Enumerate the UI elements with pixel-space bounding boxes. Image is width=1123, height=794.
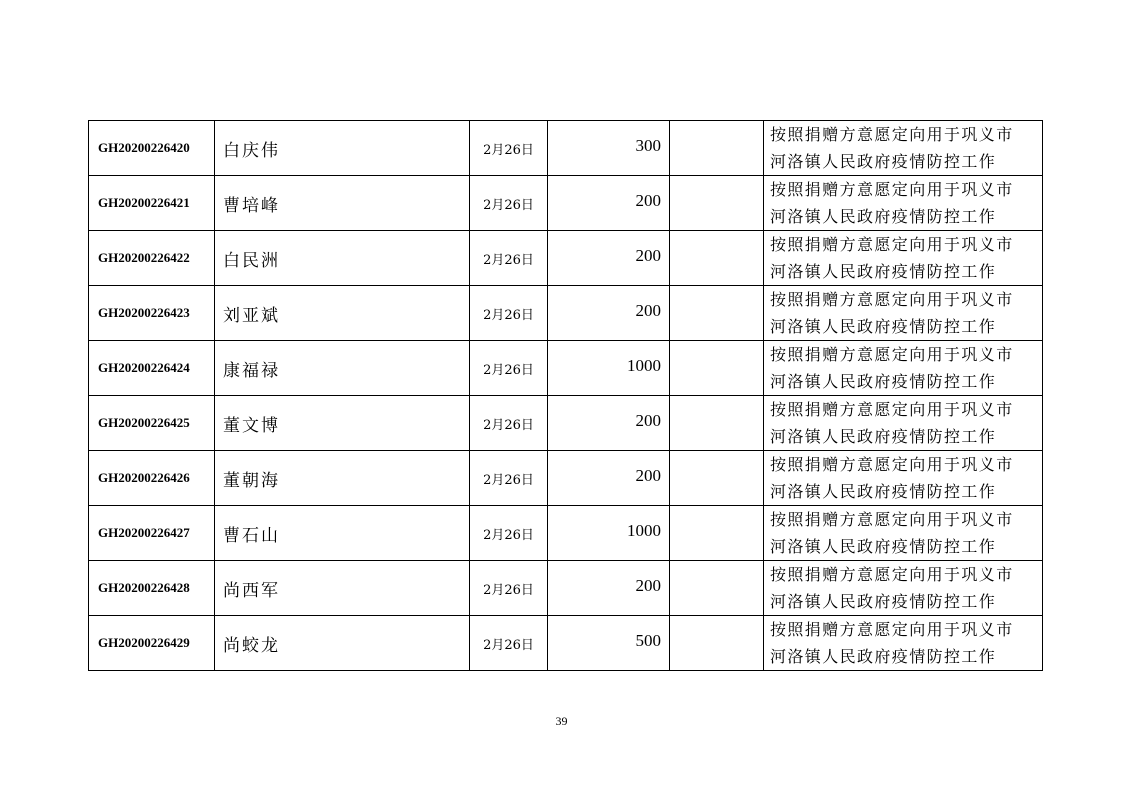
empty-cell [670, 561, 764, 616]
donor-name-cell: 曹石山 [215, 506, 470, 561]
donation-date-cell: 2月26日 [470, 561, 548, 616]
table-row [89, 451, 1043, 506]
donation-code-cell: GH20200226428 [89, 561, 215, 616]
table-row [89, 616, 1043, 671]
purpose-line-2: 河洛镇人民政府疫情防控工作 [770, 317, 997, 336]
donation-date-cell: 2月26日 [470, 121, 548, 176]
table-row [89, 396, 1043, 451]
empty-cell [670, 451, 764, 506]
donation-amount-cell: 500 [548, 616, 670, 671]
purpose-line-2: 河洛镇人民政府疫情防控工作 [770, 152, 997, 171]
donation-amount-cell: 1000 [548, 341, 670, 396]
donation-date-cell: 2月26日 [470, 451, 548, 506]
donation-amount-cell: 300 [548, 121, 670, 176]
empty-cell [670, 396, 764, 451]
donor-name-cell: 尚蛟龙 [215, 616, 470, 671]
donation-code-cell: GH20200226420 [89, 121, 215, 176]
empty-cell [670, 231, 764, 286]
donation-code-cell: GH20200226426 [89, 451, 215, 506]
donation-date-cell: 2月26日 [470, 616, 548, 671]
donation-code-cell: GH20200226427 [89, 506, 215, 561]
purpose-line-2: 河洛镇人民政府疫情防控工作 [770, 262, 997, 281]
table-row [89, 506, 1043, 561]
donation-date-cell: 2月26日 [470, 176, 548, 231]
donation-amount-cell: 200 [548, 451, 670, 506]
purpose-line-1: 按照捐赠方意愿定向用于巩义市 [770, 510, 1014, 529]
donation-code-cell: GH20200226422 [89, 231, 215, 286]
purpose-line-2: 河洛镇人民政府疫情防控工作 [770, 592, 997, 611]
purpose-line-2: 河洛镇人民政府疫情防控工作 [770, 427, 997, 446]
empty-cell [670, 286, 764, 341]
table-row [89, 561, 1043, 616]
donation-date-cell: 2月26日 [470, 286, 548, 341]
purpose-line-2: 河洛镇人民政府疫情防控工作 [770, 372, 997, 391]
empty-cell [670, 616, 764, 671]
purpose-line-1: 按照捐赠方意愿定向用于巩义市 [770, 235, 1014, 254]
donation-date-cell: 2月26日 [470, 396, 548, 451]
table-row [89, 176, 1043, 231]
donation-amount-cell: 200 [548, 396, 670, 451]
donation-purpose-cell [764, 121, 1043, 176]
purpose-line-2: 河洛镇人民政府疫情防控工作 [770, 207, 997, 226]
donation-purpose-cell [764, 561, 1043, 616]
empty-cell [670, 341, 764, 396]
donation-code-cell: GH20200226429 [89, 616, 215, 671]
purpose-line-1: 按照捐赠方意愿定向用于巩义市 [770, 125, 1014, 144]
donor-name-cell: 白庆伟 [215, 121, 470, 176]
table-row [89, 341, 1043, 396]
empty-cell [670, 506, 764, 561]
donation-code-cell: GH20200226425 [89, 396, 215, 451]
donation-purpose-cell [764, 231, 1043, 286]
purpose-line-1: 按照捐赠方意愿定向用于巩义市 [770, 620, 1014, 639]
purpose-line-1: 按照捐赠方意愿定向用于巩义市 [770, 455, 1014, 474]
donation-code-cell: GH20200226421 [89, 176, 215, 231]
purpose-line-2: 河洛镇人民政府疫情防控工作 [770, 482, 997, 501]
page-number: 39 [555, 714, 568, 728]
purpose-line-1: 按照捐赠方意愿定向用于巩义市 [770, 290, 1014, 309]
donation-amount-cell: 200 [548, 286, 670, 341]
donation-amount-cell: 200 [548, 561, 670, 616]
donation-purpose-cell [764, 396, 1043, 451]
donation-purpose-cell [764, 616, 1043, 671]
empty-cell [670, 121, 764, 176]
purpose-line-2: 河洛镇人民政府疫情防控工作 [770, 537, 997, 556]
donation-date-cell: 2月26日 [470, 231, 548, 286]
donor-name-cell: 曹培峰 [215, 176, 470, 231]
donation-purpose-cell [764, 286, 1043, 341]
purpose-line-2: 河洛镇人民政府疫情防控工作 [770, 647, 997, 666]
donation-code-cell: GH20200226423 [89, 286, 215, 341]
donation-date-cell: 2月26日 [470, 506, 548, 561]
empty-cell [670, 176, 764, 231]
donor-name-cell: 董朝海 [215, 451, 470, 506]
donor-name-cell: 康福禄 [215, 341, 470, 396]
donor-name-cell: 董文博 [215, 396, 470, 451]
purpose-line-1: 按照捐赠方意愿定向用于巩义市 [770, 345, 1014, 364]
table-row [89, 121, 1043, 176]
donor-name-cell: 白民洲 [215, 231, 470, 286]
donation-purpose-cell [764, 506, 1043, 561]
donation-table [88, 120, 1043, 671]
donor-name-cell: 尚西军 [215, 561, 470, 616]
purpose-line-1: 按照捐赠方意愿定向用于巩义市 [770, 400, 1014, 419]
donor-name-cell: 刘亚斌 [215, 286, 470, 341]
donation-date-cell: 2月26日 [470, 341, 548, 396]
purpose-line-1: 按照捐赠方意愿定向用于巩义市 [770, 565, 1014, 584]
table-row [89, 286, 1043, 341]
donation-purpose-cell [764, 176, 1043, 231]
table-row [89, 231, 1043, 286]
donation-amount-cell: 200 [548, 231, 670, 286]
donation-code-cell: GH20200226424 [89, 341, 215, 396]
donation-purpose-cell [764, 341, 1043, 396]
donation-amount-cell: 200 [548, 176, 670, 231]
donation-purpose-cell [764, 451, 1043, 506]
table-body [89, 121, 1043, 671]
donation-amount-cell: 1000 [548, 506, 670, 561]
purpose-line-1: 按照捐赠方意愿定向用于巩义市 [770, 180, 1014, 199]
